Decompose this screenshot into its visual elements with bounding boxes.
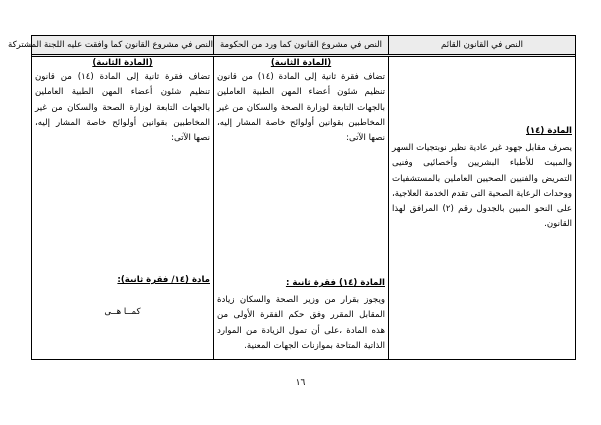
committee-heading: (المادة الثانية) (92, 58, 153, 68)
government-heading: (المادة الثانية) (270, 58, 332, 68)
header-current-law: النص في القانون القائم (388, 36, 575, 54)
comparison-table (8, 35, 576, 360)
committee-same-note: كمــا هــى (104, 307, 141, 317)
government-text-1: تضاف فقرة ثانية إلى المادة (١٤) من قانون تنظيم شئون أعضاء المهن الطبية العاملين بالجهات التابعة لوزارة الصحة والسكان من غير المخاطبين بقوانين أولوائح خاصة المشار إليه، نصها الآتى: (217, 72, 385, 144)
committee-cell (32, 57, 213, 359)
table-header-row (8, 36, 575, 57)
committee-subheading: مادة (١٤/ فقرة ثانية): (117, 275, 210, 285)
current-law-text: يصرف مقابل جهود غير عادية نظير نوبتجيات السهر والمبيت للأطباء البشريين وأخصائيى وفنيى التمريض والفنيين الصحيين العاملين بالمستشفيات ووحدات الرعاية الصحية التى تقدم الخدمة العلاجية، على النحو المبين بالجدول رقم (٢) المرافق لهذا القانون. (392, 143, 572, 230)
current-law-cell (388, 57, 575, 359)
government-cell (213, 57, 388, 359)
header-committee: النص في مشروع القانون كما وافقت عليه اللجنة المشتركة (8, 40, 213, 50)
government-subheading: المادة (١٤) فقرة ثانية : (285, 278, 385, 288)
government-text-2: ويجوز بقرار من وزير الصحة والسكان زيادة المقابل المقرر وفق حكم الفقرة الأولى من هذه المادة ،على أن تمول الزيادة من الموارد الذاتية المتاحة بموازنات الجهات المعنية. (217, 295, 385, 351)
committee-text-1: تضاف فقرة ثانية إلى المادة (١٤) من قانون تنظيم شئون أعضاء المهن الطبية العاملين بالجهات التابعة لوزارة الصحة والسكان من غير المخاطبين بقوانين أولوائح خاصة المشار إليه، نصها الآتى: (35, 72, 210, 144)
page-number: ١٦ (295, 378, 306, 388)
current-law-article-title: المادة (١٤) (525, 126, 572, 136)
table-body-row (32, 57, 575, 359)
header-government: النص في مشروع القانون كما ورد من الحكومة (213, 36, 388, 54)
